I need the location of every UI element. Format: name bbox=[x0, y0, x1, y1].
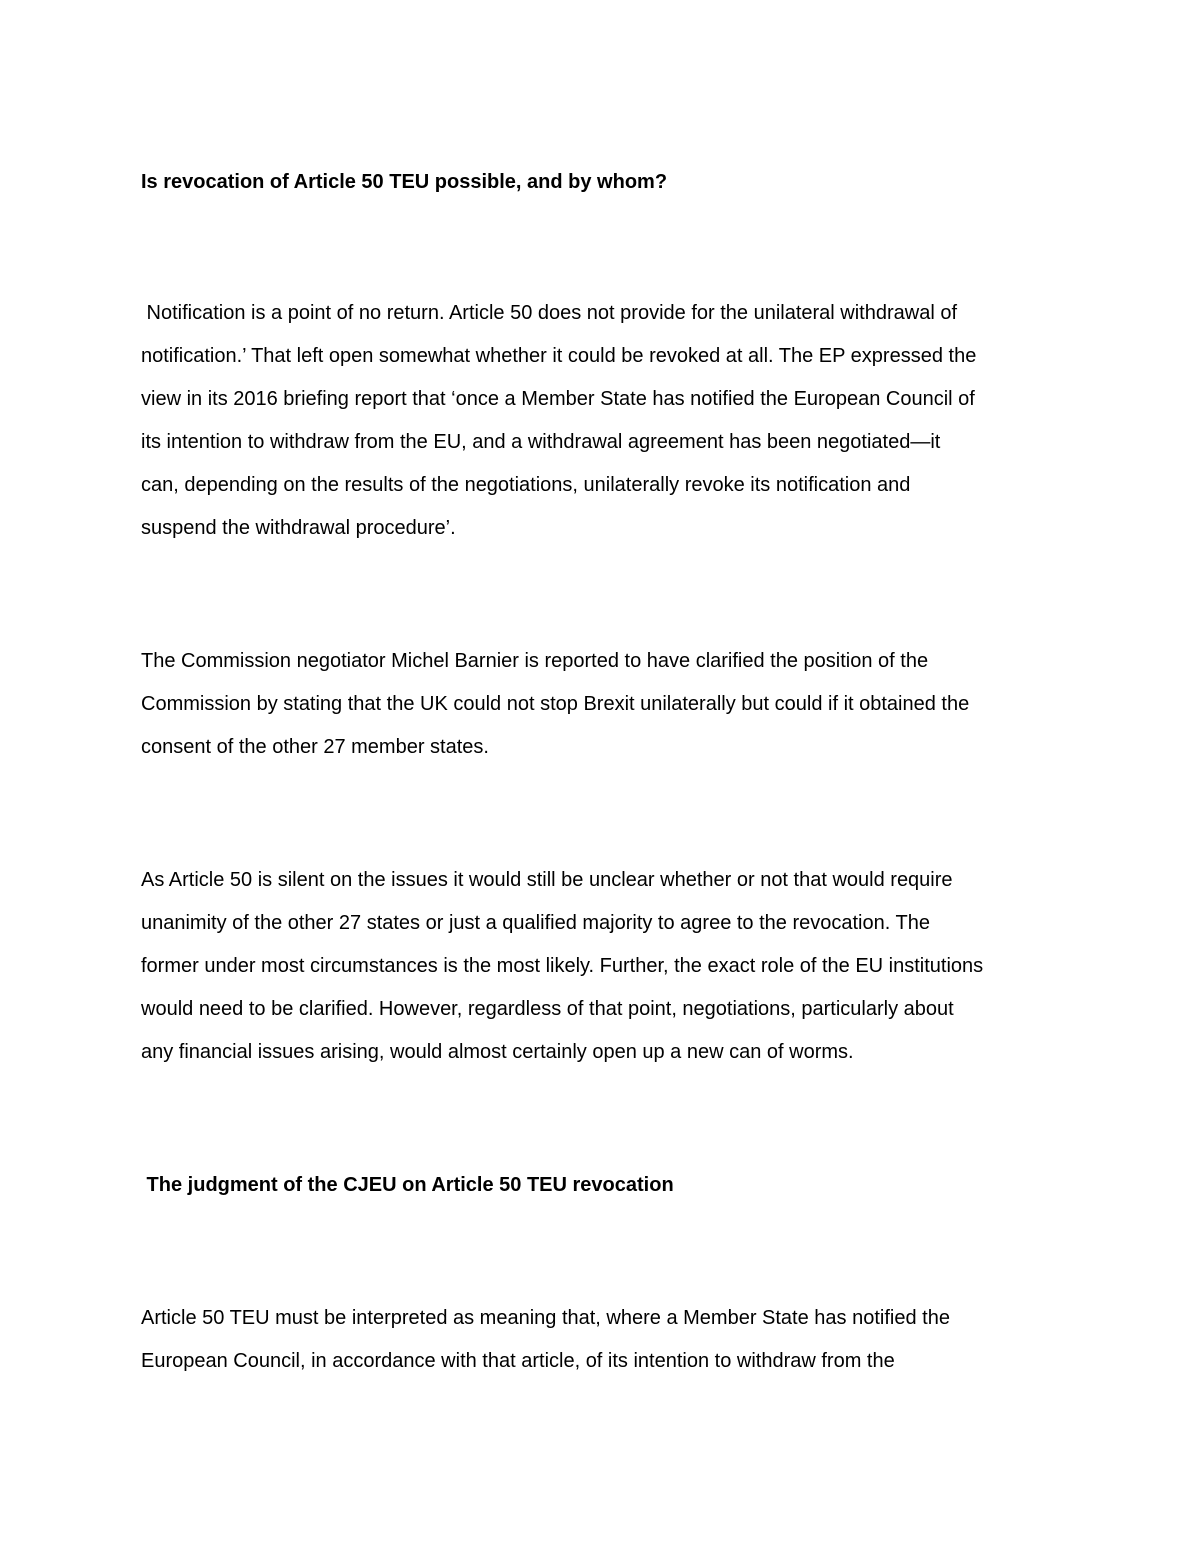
paragraph-line: The Commission negotiator Michel Barnier is reported to have clarified the position of the bbox=[141, 650, 929, 672]
paragraph-line: Article 50 TEU must be interpreted as meaning that, where a Member State has notified the bbox=[141, 1307, 950, 1329]
paragraph-line: unanimity of the other 27 states or just a qualified majority to agree to the revocation. The bbox=[141, 912, 930, 934]
paragraph-line: notification.’ That left open somewhat whether it could be revoked at all. The EP expressed the bbox=[141, 345, 977, 367]
paragraph-line: its intention to withdraw from the EU, and a withdrawal agreement has been negotiated—it bbox=[141, 431, 941, 453]
paragraph-line: consent of the other 27 member states. bbox=[141, 736, 489, 758]
paragraph-line: former under most circumstances is the most likely. Further, the exact role of the EU institutions bbox=[141, 955, 984, 977]
paragraph-line: any financial issues arising, would almost certainly open up a new can of worms. bbox=[141, 1041, 854, 1063]
paragraph-line: Notification is a point of no return. Article 50 does not provide for the unilateral withdrawal of bbox=[141, 302, 958, 324]
paragraph-line: suspend the withdrawal procedure’. bbox=[141, 517, 456, 539]
section-heading-cjeu-judgment: The judgment of the CJEU on Article 50 TEU revocation bbox=[141, 1174, 674, 1196]
paragraph-line: view in its 2016 briefing report that ‘once a Member State has notified the European Council of bbox=[141, 388, 975, 410]
paragraph-line: As Article 50 is silent on the issues it would still be unclear whether or not that would require bbox=[141, 869, 953, 891]
section-heading-revocation: Is revocation of Article 50 TEU possible, and by whom? bbox=[141, 171, 668, 193]
paragraph-line: can, depending on the results of the negotiations, unilaterally revoke its notification and bbox=[141, 474, 911, 496]
paragraph-line: Commission by stating that the UK could not stop Brexit unilaterally but could if it obtained the bbox=[141, 693, 970, 715]
paragraph-line: European Council, in accordance with that article, of its intention to withdraw from the bbox=[141, 1350, 895, 1372]
paragraph-line: would need to be clarified. However, regardless of that point, negotiations, particularly about bbox=[141, 998, 954, 1020]
